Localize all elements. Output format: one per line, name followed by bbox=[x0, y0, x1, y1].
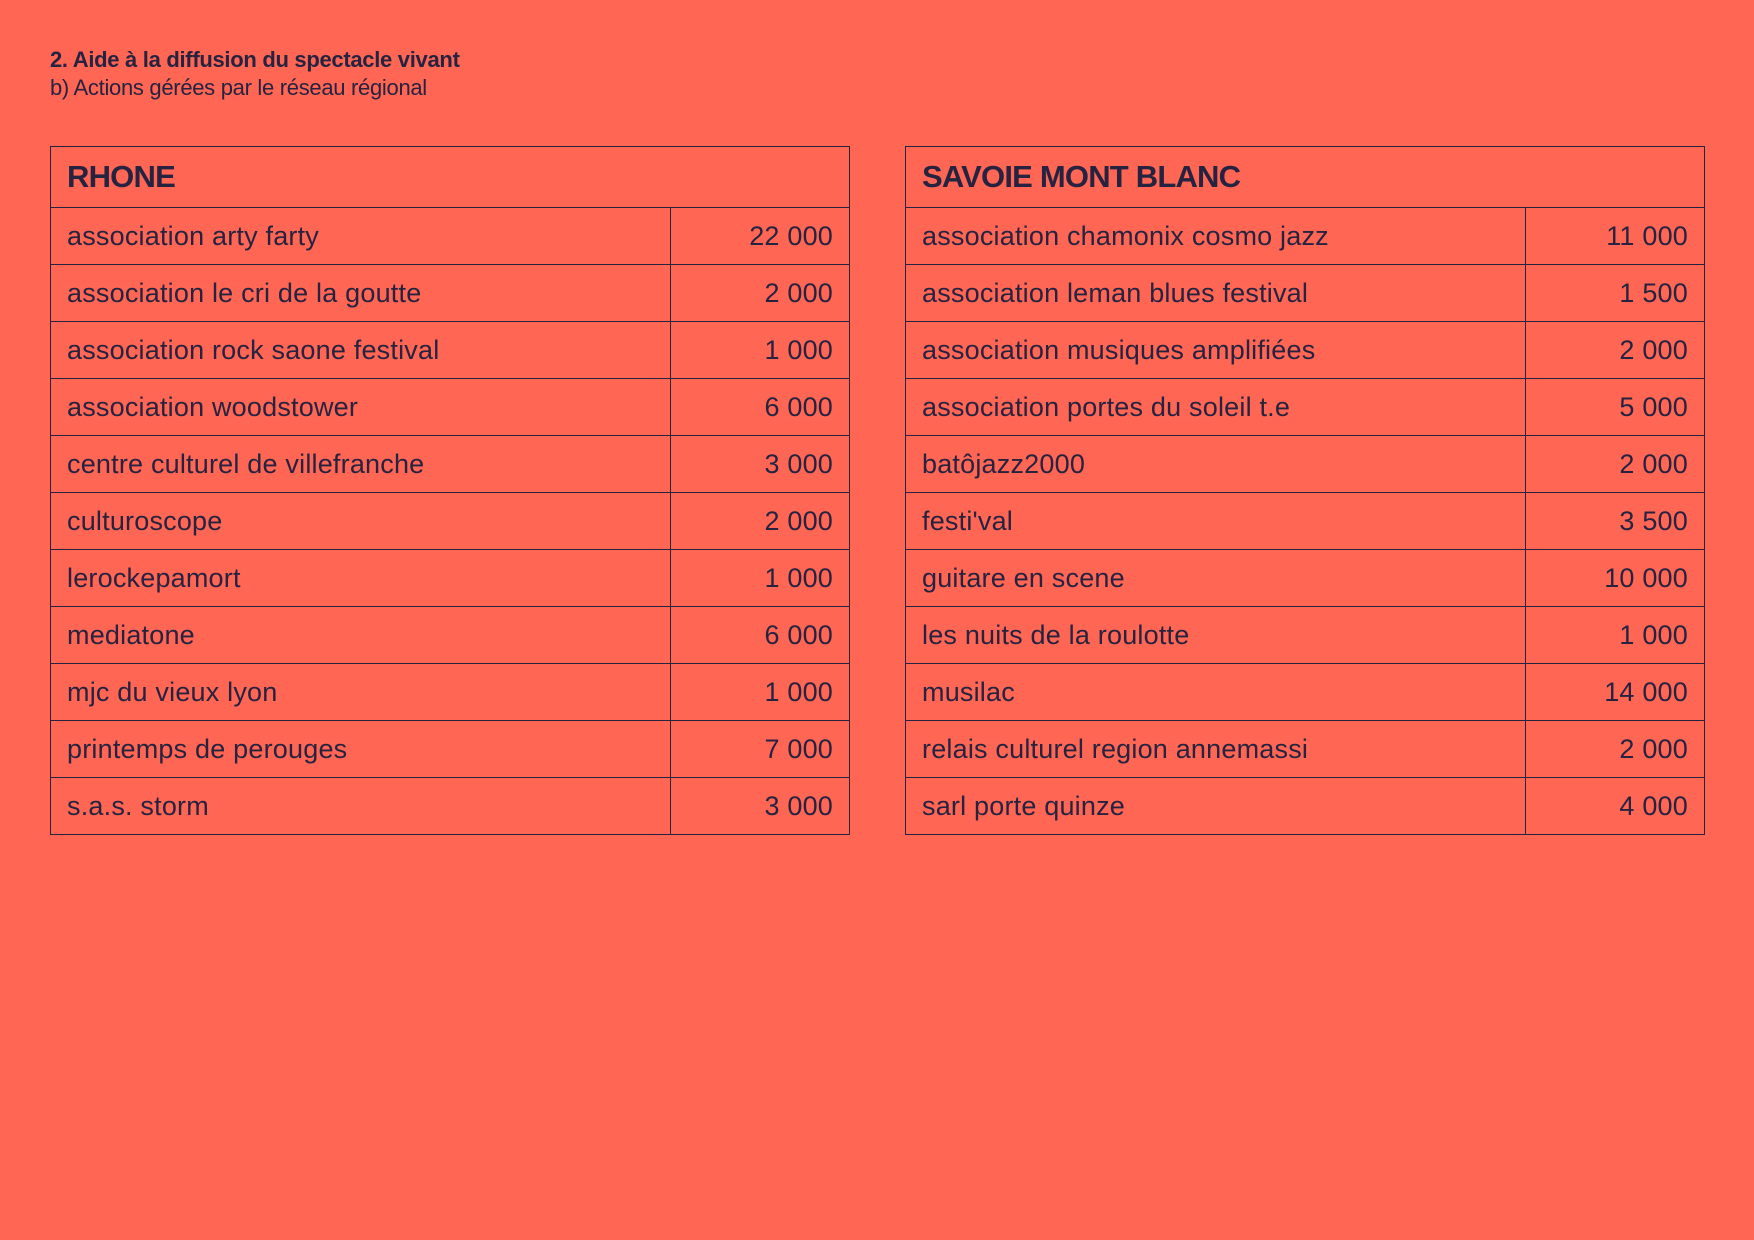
grant-amount: 7 000 bbox=[671, 721, 850, 778]
table-row bbox=[51, 721, 850, 778]
table-row bbox=[906, 436, 1705, 493]
table-row bbox=[51, 664, 850, 721]
organization-name: mediatone bbox=[51, 607, 671, 664]
page-subtitle: b) Actions gérées par le réseau régional bbox=[50, 75, 427, 100]
organization-name: association rock saone festival bbox=[51, 322, 671, 379]
organization-name: association portes du soleil t.e bbox=[906, 379, 1526, 436]
grant-amount: 10 000 bbox=[1526, 550, 1705, 607]
organization-name: association woodstower bbox=[51, 379, 671, 436]
table-row bbox=[51, 550, 850, 607]
organization-name: musilac bbox=[906, 664, 1526, 721]
organization-name: mjc du vieux lyon bbox=[51, 664, 671, 721]
grant-amount: 5 000 bbox=[1526, 379, 1705, 436]
organization-name: sarl porte quinze bbox=[906, 778, 1526, 835]
table-row bbox=[51, 436, 850, 493]
organization-name: batôjazz2000 bbox=[906, 436, 1526, 493]
table-row bbox=[51, 607, 850, 664]
organization-name: s.a.s. storm bbox=[51, 778, 671, 835]
grant-amount: 1 000 bbox=[671, 322, 850, 379]
table-row bbox=[906, 493, 1705, 550]
table-row bbox=[51, 778, 850, 835]
organization-name: association leman blues festival bbox=[906, 265, 1526, 322]
grant-amount: 2 000 bbox=[671, 265, 850, 322]
organization-name: centre culturel de villefranche bbox=[51, 436, 671, 493]
organization-name: relais culturel region annemassi bbox=[906, 721, 1526, 778]
table-row bbox=[906, 721, 1705, 778]
table-row bbox=[906, 379, 1705, 436]
grant-amount: 3 000 bbox=[671, 436, 850, 493]
grant-amount: 11 000 bbox=[1526, 208, 1705, 265]
grant-amount: 1 000 bbox=[671, 550, 850, 607]
grant-amount: 2 000 bbox=[671, 493, 850, 550]
organization-name: lerockepamort bbox=[51, 550, 671, 607]
organization-name: association chamonix cosmo jazz bbox=[906, 208, 1526, 265]
grant-amount: 2 000 bbox=[1526, 436, 1705, 493]
table-row bbox=[906, 664, 1705, 721]
table-row bbox=[906, 265, 1705, 322]
savoie-mont-blanc-grants-table bbox=[905, 146, 1705, 835]
grant-amount: 2 000 bbox=[1526, 322, 1705, 379]
organization-name: culturoscope bbox=[51, 493, 671, 550]
organization-name: association musiques amplifiées bbox=[906, 322, 1526, 379]
page-title: 2. Aide à la diffusion du spectacle vivant bbox=[50, 47, 460, 72]
organization-name: association arty farty bbox=[51, 208, 671, 265]
grant-amount: 6 000 bbox=[671, 379, 850, 436]
region-header: RHONE bbox=[51, 147, 850, 208]
rhone-grants-table bbox=[50, 146, 850, 835]
organization-name: guitare en scene bbox=[906, 550, 1526, 607]
table-row bbox=[51, 322, 850, 379]
grant-amount: 4 000 bbox=[1526, 778, 1705, 835]
grant-amount: 2 000 bbox=[1526, 721, 1705, 778]
table-row bbox=[906, 322, 1705, 379]
table-header-row bbox=[51, 147, 850, 208]
grant-amount: 14 000 bbox=[1526, 664, 1705, 721]
table-row bbox=[906, 607, 1705, 664]
grant-amount: 22 000 bbox=[671, 208, 850, 265]
grant-amount: 1 000 bbox=[1526, 607, 1705, 664]
grant-amount: 6 000 bbox=[671, 607, 850, 664]
table-row bbox=[906, 550, 1705, 607]
grant-amount: 1 000 bbox=[671, 664, 850, 721]
table-header-row bbox=[906, 147, 1705, 208]
table-row bbox=[906, 778, 1705, 835]
page-heading bbox=[50, 46, 460, 102]
organization-name: les nuits de la roulotte bbox=[906, 607, 1526, 664]
grant-amount: 3 500 bbox=[1526, 493, 1705, 550]
table-row bbox=[51, 493, 850, 550]
table-row bbox=[51, 379, 850, 436]
grant-amount: 1 500 bbox=[1526, 265, 1705, 322]
table-row bbox=[51, 265, 850, 322]
organization-name: festi'val bbox=[906, 493, 1526, 550]
organization-name: printemps de perouges bbox=[51, 721, 671, 778]
organization-name: association le cri de la goutte bbox=[51, 265, 671, 322]
region-header: SAVOIE MONT BLANC bbox=[906, 147, 1705, 208]
grant-amount: 3 000 bbox=[671, 778, 850, 835]
table-row bbox=[906, 208, 1705, 265]
table-row bbox=[51, 208, 850, 265]
